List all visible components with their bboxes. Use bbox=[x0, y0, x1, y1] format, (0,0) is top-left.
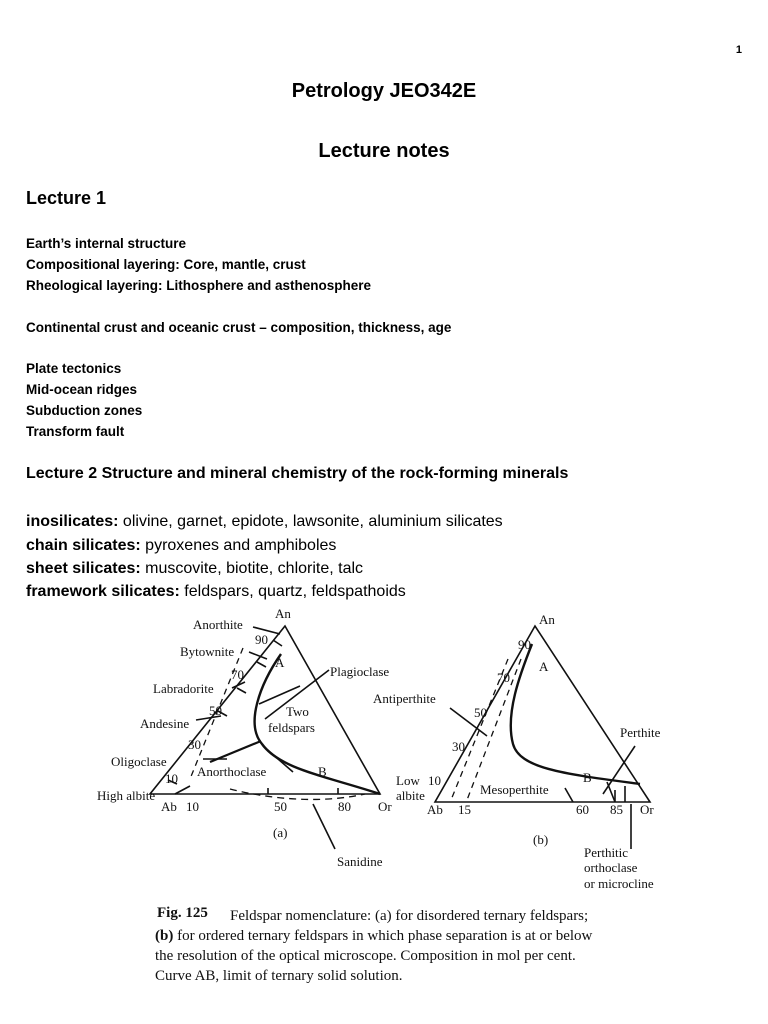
caption-line-4: Curve AB, limit of ternary solid solution. bbox=[155, 968, 403, 984]
field-anorthoclase-a: Anorthoclase bbox=[197, 764, 267, 779]
tick-label-b-90: 90 bbox=[518, 637, 531, 652]
leader-high-albite bbox=[175, 786, 190, 794]
mineral-high-albite: High albite bbox=[97, 788, 156, 803]
silicate-line bbox=[26, 513, 503, 531]
callout-plagioclase-a: Plagioclase bbox=[330, 664, 390, 679]
mineral-oligoclase: Oligoclase bbox=[111, 754, 167, 769]
feldspar-figure bbox=[95, 604, 675, 1009]
apex-an-a: An bbox=[275, 606, 291, 621]
silicate-label: inosilicates: bbox=[26, 513, 119, 530]
lecture-1-item: Rheological layering: Lithosphere and asthenosphere bbox=[26, 278, 372, 293]
lecture-2-heading: Lecture 2 Structure and mineral chemistry of the rock-forming minerals bbox=[26, 465, 569, 482]
point-b-b: B bbox=[583, 770, 592, 785]
tick-label-a-50: 50 bbox=[209, 703, 222, 718]
silicate-label: sheet silicates: bbox=[26, 560, 141, 577]
tick-label-a-10: 10 bbox=[165, 771, 178, 786]
mineral-andesine: Andesine bbox=[140, 716, 190, 731]
mineral-labradorite: Labradorite bbox=[153, 681, 214, 696]
panel-label-a: (a) bbox=[273, 825, 288, 840]
lecture-1-item: Plate tectonics bbox=[26, 361, 122, 376]
apex-ab-b: Ab bbox=[427, 802, 443, 817]
field-feldspars-a: feldspars bbox=[268, 720, 315, 735]
point-a-a: A bbox=[275, 655, 285, 670]
field-two-a: Two bbox=[286, 704, 309, 719]
apex-or-a: Or bbox=[378, 799, 392, 814]
tick-label-b-70: 70 bbox=[497, 670, 510, 685]
lecture-1-item: Mid-ocean ridges bbox=[26, 382, 138, 397]
apex-or-b: Or bbox=[640, 802, 654, 817]
panel-label-b: (b) bbox=[533, 832, 549, 847]
tick-label-b-10: 10 bbox=[428, 773, 441, 788]
apex-an-b: An bbox=[539, 612, 555, 627]
lecture-1-item: Earth’s internal structure bbox=[26, 236, 187, 251]
tick-label-b-30: 30 bbox=[452, 739, 465, 754]
figure-caption bbox=[155, 905, 593, 984]
silicate-text: pyroxenes and amphiboles bbox=[140, 537, 337, 554]
silicate-text: olivine, garnet, epidote, lawsonite, aluminium silicates bbox=[118, 513, 503, 530]
silicate-text: muscovite, biotite, chlorite, talc bbox=[140, 560, 364, 577]
tick-90-a bbox=[273, 640, 282, 646]
silicate-text: feldspars, quartz, feldspathoids bbox=[179, 583, 406, 600]
tick-label-a-90: 90 bbox=[255, 632, 268, 647]
point-b-a: B bbox=[318, 764, 327, 779]
bottom-label-a-80: 80 bbox=[338, 799, 351, 814]
leader-two-feldspars bbox=[259, 686, 300, 704]
bottom-label-b-15: 15 bbox=[458, 802, 471, 817]
silicate-line bbox=[26, 560, 363, 578]
mineral-bytownite: Bytownite bbox=[180, 644, 235, 659]
lecture-1-heading: Lecture 1 bbox=[26, 188, 107, 208]
callout-low-albite-2: albite bbox=[396, 788, 425, 803]
lecture-1-item: Compositional layering: Core, mantle, crust bbox=[26, 257, 306, 272]
apex-ab-a: Ab bbox=[161, 799, 177, 814]
callout-antiperthite: Antiperthite bbox=[373, 691, 436, 706]
bottom-label-a-10: 10 bbox=[186, 799, 199, 814]
meso-left-b bbox=[565, 788, 573, 802]
caption-b-marker: (b) bbox=[155, 928, 174, 944]
point-a-b: A bbox=[539, 659, 549, 674]
caption-fig-number: Fig. 125 bbox=[157, 905, 208, 921]
caption-line-2-text: for ordered ternary feldspars in which phase separation is at or below bbox=[173, 928, 593, 944]
callout-perthite: Perthite bbox=[620, 725, 661, 740]
anorthoclase-boundary-a bbox=[263, 746, 293, 772]
lecture-1-item: Subduction zones bbox=[26, 403, 143, 418]
field-mesoperthite: Mesoperthite bbox=[480, 782, 549, 797]
silicate-line bbox=[26, 583, 406, 601]
tick-label-a-70: 70 bbox=[231, 667, 244, 682]
tick-70-a bbox=[257, 662, 266, 667]
silicate-label: chain silicates: bbox=[26, 537, 141, 554]
callout-perthitic-1: Perthitic bbox=[584, 845, 629, 860]
bottom-label-b-60: 60 bbox=[576, 802, 589, 817]
diagram-a bbox=[150, 626, 380, 849]
mineral-anorthite: Anorthite bbox=[193, 617, 243, 632]
leader-sanidine bbox=[313, 804, 335, 849]
page-number: 1 bbox=[735, 44, 742, 56]
triangle-b bbox=[435, 626, 650, 802]
solvus-curve-b bbox=[511, 644, 640, 784]
tick-label-a-30: 30 bbox=[188, 737, 201, 752]
leader-bytownite bbox=[249, 652, 267, 659]
bottom-label-b-85: 85 bbox=[610, 802, 623, 817]
feldspar-ternary-diagrams bbox=[95, 604, 675, 1009]
lecture-1-item: Continental crust and oceanic crust – composition, thickness, age bbox=[26, 320, 452, 335]
silicate-line bbox=[26, 537, 336, 555]
callout-sanidine: Sanidine bbox=[337, 854, 383, 869]
callout-perthitic-2: orthoclase bbox=[584, 860, 638, 875]
document-subtitle: Lecture notes bbox=[318, 140, 450, 162]
caption-line-1: Feldspar nomenclature: (a) for disordered ternary feldspars; bbox=[230, 908, 589, 924]
callout-low-albite-1: Low bbox=[396, 773, 420, 788]
document-title: Petrology JEO342E bbox=[291, 80, 477, 102]
tick-50-a bbox=[237, 688, 246, 693]
bottom-label-a-50: 50 bbox=[274, 799, 287, 814]
lecture-1-item: Transform fault bbox=[26, 424, 125, 439]
silicate-label: framework silicates: bbox=[26, 583, 180, 600]
caption-line-2 bbox=[155, 928, 593, 944]
callout-perthitic-3: or microcline bbox=[584, 876, 654, 891]
dashed-line-b2 bbox=[467, 659, 521, 800]
caption-line-3: the resolution of the optical microscope. Composition in mol per cent. bbox=[155, 948, 576, 964]
tick-label-b-50: 50 bbox=[474, 705, 487, 720]
